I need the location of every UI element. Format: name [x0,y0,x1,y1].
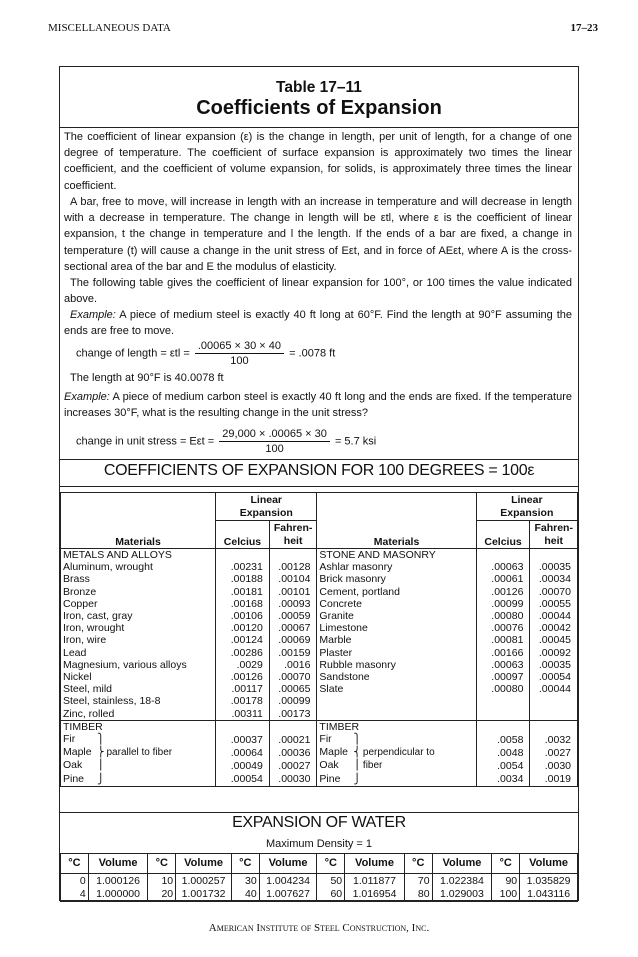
fahrenheit-value [530,549,578,562]
table-cell [476,720,530,733]
timber-material [317,746,476,759]
fahrenheit-value: .00042 [530,622,578,634]
celcius-value: .00117 [216,683,270,695]
equation-2-lhs: change in unit stress = Eεt = [76,435,215,448]
table-row [61,695,578,707]
brace: ⎭ [97,773,105,785]
header-expansion: Expansion [500,506,554,519]
material-name: Oak [319,759,339,772]
fahrenheit-value: .00099 [269,695,317,707]
water-subtitle: Maximum Density = 1 [265,838,373,850]
header-cell [216,493,317,521]
water-cell: 60 [317,888,345,902]
celcius-value: .00063 [476,561,530,573]
celcius-value: .00178 [216,695,270,707]
material-name: Steel, stainless, 18-8 [61,695,216,707]
header-fahren: Fahren- [273,522,313,535]
material-name: Brass [61,573,216,585]
brace: ⎭ [353,773,361,785]
celcius-value: .0029 [216,659,270,671]
material-name: Zinc, rolled [61,708,216,721]
water-cell: 1.022384 [432,874,492,888]
celcius-value [476,549,530,562]
celcius-value: .00106 [216,610,270,622]
equation-2-denominator: 100 [265,443,284,455]
material-name: Fir [319,733,332,746]
celcius-value: .00124 [216,634,270,646]
fahrenheit-value: .00101 [269,586,317,598]
table-row [61,683,578,695]
water-header-cell: Volume [520,854,578,874]
example-1-text: A piece of medium steel is exactly 40 ft long at 60°F. Find the length at 90°F assuming the ends are free to move. [64,309,572,338]
table-row [61,549,578,562]
header-celcius: Celcius [476,521,530,549]
timber-heading: TIMBER [61,720,216,733]
header-cell [61,493,216,521]
fahrenheit-value: .00104 [269,573,317,585]
celcius-value: .00037 [216,733,270,746]
header-heit: heit [544,534,564,547]
fahrenheit-value: .00093 [269,598,317,610]
equation-1-rhs: = .0078 ft [289,347,336,360]
water-cell: 80 [404,888,432,902]
water-cell: 1.000126 [88,874,148,888]
brace: ⎨ [353,747,361,759]
table-frame [59,66,579,901]
fahrenheit-value [269,549,317,562]
page-number: 17–23 [570,22,598,34]
water-cell: 1.007627 [259,888,317,902]
brace: ⎪ [97,760,105,772]
water-row [61,874,578,888]
celcius-value: .0034 [476,773,530,787]
example-2-label: Example: [64,391,110,403]
material-name: Rubble masonry [317,659,476,671]
water-cell: 30 [231,874,259,888]
celcius-value: .0048 [476,746,530,759]
paragraph-3: The following table gives the coefficient of linear expansion for 100°, or 100 times the value indicated above. [64,277,572,306]
celcius-value: .00181 [216,586,270,598]
water-cell: 4 [61,888,89,902]
water-row [61,888,578,902]
material-name: STONE AND MASONRY [317,549,476,562]
fahrenheit-value: .00069 [269,634,317,646]
material-name: Steel, mild [61,683,216,695]
material-name: Marble [317,634,476,646]
material-name: Limestone [317,622,476,634]
timber-note: perpendicular to [362,747,435,759]
header-cell [476,493,577,521]
fahrenheit-value: .0030 [530,759,578,772]
timber-note: parallel to fiber [106,747,173,759]
material-name: Nickel [61,671,216,683]
celcius-value: .00126 [476,586,530,598]
celcius-value: .00049 [216,759,270,772]
table-row [61,746,578,759]
header-materials: Materials [317,521,476,549]
header-fahrenheit [269,521,317,549]
table-row [61,773,578,787]
equation-1-fraction [195,339,284,368]
material-name [317,695,476,707]
coefficients-heading: COEFFICIENTS OF EXPANSION FOR 100 DEGREES = 100ε [103,462,535,479]
water-cell: 1.043116 [520,888,578,902]
divider [60,459,578,460]
brace: ⎪ [353,760,361,772]
table-title: Coefficients of Expansion [196,97,442,119]
celcius-value: .00286 [216,647,270,659]
fahrenheit-value [530,708,578,721]
coefficients-table [60,492,578,787]
example-2 [64,389,572,421]
water-header-cell: Volume [259,854,317,874]
example-1 [64,307,572,339]
celcius-value: .00168 [216,598,270,610]
water-cell: 1.029003 [432,888,492,902]
water-cell: 0 [61,874,89,888]
celcius-value [476,708,530,721]
material-name: Brick masonry [317,573,476,585]
celcius-value: .00081 [476,634,530,646]
celcius-value: .00126 [216,671,270,683]
celcius-value: .00063 [476,659,530,671]
timber-note: fiber [362,760,383,772]
material-name: Lead [61,647,216,659]
water-cell: 100 [492,888,520,902]
material-name: Iron, cast, gray [61,610,216,622]
fahrenheit-value: .00045 [530,634,578,646]
fahrenheit-value: .00128 [269,561,317,573]
water-header-cell: °C [317,854,345,874]
fahrenheit-value: .00059 [269,610,317,622]
header-fahren: Fahren- [534,522,573,535]
divider [60,486,578,487]
water-header-cell: °C [492,854,520,874]
water-cell: 90 [492,874,520,888]
example-2-text: A piece of medium carbon steel is exactly 40 ft long and the ends are fixed. If the temperature increases 30°F, what is the resulting change in the unit stress? [64,391,572,420]
celcius-value: .00076 [476,622,530,634]
celcius-value: .0054 [476,759,530,772]
running-header-left: MISCELLANEOUS DATA [48,22,171,34]
equation-1-denominator: 100 [230,355,249,367]
table-row [61,671,578,683]
water-header-cell: Volume [345,854,405,874]
header-expansion: Expansion [239,506,293,519]
fahrenheit-value: .0019 [530,773,578,787]
paragraph-1: The coefficient of linear expansion (ε) is the change in length, per unit of length, for a change of one degree of temperature. The coefficient of surface expansion is approximately two times the linear coefficient, and the coefficient of volume expansion, for solids, is approximately three times the linear coefficient. [64,131,572,192]
timber-material [317,759,476,772]
footer: American Institute of Steel Construction, Inc. [208,922,430,934]
water-header-cell: Volume [176,854,232,874]
water-cell: 1.000000 [88,888,148,902]
material-name: Bronze [61,586,216,598]
header-cell [317,493,476,521]
table-row [61,598,578,610]
material-name: Cement, portland [317,586,476,598]
table-row [61,733,578,746]
material-name [317,708,476,721]
material-name: Maple [63,746,92,759]
material-name: Slate [317,683,476,695]
fahrenheit-value: .00067 [269,622,317,634]
table-cell [269,720,317,733]
timber-material [317,733,476,746]
brace: ⎫ [353,734,361,746]
brace: ⎫ [97,734,105,746]
material-name: Granite [317,610,476,622]
material-name: Sandstone [317,671,476,683]
material-name: Copper [61,598,216,610]
fahrenheit-value: .00055 [530,598,578,610]
fahrenheit-value: .00035 [530,561,578,573]
celcius-value: .00166 [476,647,530,659]
divider [60,812,578,813]
timber-material [61,733,216,746]
water-cell: 50 [317,874,345,888]
water-header-cell: °C [61,854,89,874]
fahrenheit-value: .00035 [530,659,578,671]
header-fahrenheit [530,521,578,549]
equation-2 [76,427,376,456]
water-cell: 1.001732 [176,888,232,902]
material-name: Ashlar masonry [317,561,476,573]
water-cell: 1.000257 [176,874,232,888]
celcius-value: .00064 [216,746,270,759]
fahrenheit-value: .00065 [269,683,317,695]
fahrenheit-value: .00092 [530,647,578,659]
water-cell: 1.016954 [345,888,405,902]
water-cell: 10 [148,874,176,888]
paragraph-2: A bar, free to move, will increase in length with an increase in temperature and will decrease in length with a decrease in temperature. The change in length will be εtl, where ε is the coefficient of linear expansion, t the change in temperature and l the length. If the ends of a bar are fixed, a change in temperature (t) will cause a change in the unit stress of Eεt, and in force of AEεt, where A is the cross-sectional area of the bar and E the modulus of elasticity. [64,196,573,273]
material-name: Plaster [317,647,476,659]
material-name: Pine [319,772,341,785]
fahrenheit-value: .00173 [269,708,317,721]
example-1-result: The length at 90°F is 40.0078 ft [70,372,224,384]
fahrenheit-value: .00044 [530,610,578,622]
water-header-cell: °C [404,854,432,874]
material-name: Oak [63,759,83,772]
divider [60,127,578,128]
timber-material [61,746,216,759]
table-row [61,573,578,585]
material-name: Concrete [317,598,476,610]
timber-material [61,759,216,772]
header-heit: heit [283,534,303,547]
fahrenheit-value: .00070 [530,586,578,598]
timber-material [317,773,476,787]
table-row [61,561,578,573]
water-header-cell: Volume [432,854,492,874]
celcius-value: .00097 [476,671,530,683]
table-cell [216,720,270,733]
celcius-value: .00099 [476,598,530,610]
celcius-value: .0058 [476,733,530,746]
header-linear: Linear [250,494,283,507]
fahrenheit-value: .00027 [269,759,317,772]
material-name: Magnesium, various alloys [61,659,216,671]
table-header-row [61,493,578,521]
material-name: METALS AND ALLOYS [61,549,216,562]
header-materials: Materials [61,521,216,549]
fahrenheit-value [530,695,578,707]
table-row [61,647,578,659]
equation-1 [76,339,335,368]
celcius-value [476,695,530,707]
water-cell: 1.004234 [259,874,317,888]
fahrenheit-value: .00030 [269,773,317,787]
example-1-label: Example: [70,309,116,321]
material-name: Iron, wire [61,634,216,646]
brace: ⎬ [97,747,105,759]
table-cell [530,720,578,733]
material-name: Maple [319,746,349,759]
fahrenheit-value: .00070 [269,671,317,683]
equation-1-lhs: change of length = εtl = [76,347,190,360]
celcius-value: .00054 [216,773,270,787]
water-cell: 20 [148,888,176,902]
water-heading: EXPANSION OF WATER [232,814,406,831]
table-row [61,720,578,733]
equation-2-rhs: = 5.7 ksi [334,435,377,448]
celcius-value: .00080 [476,610,530,622]
water-header-row [61,854,578,874]
celcius-value: .00231 [216,561,270,573]
table-row [61,622,578,634]
table-row [61,610,578,622]
timber-heading: TIMBER [317,720,476,733]
material-name: Pine [63,772,85,785]
fahrenheit-value: .0027 [530,746,578,759]
fahrenheit-value: .00044 [530,683,578,695]
table-number: Table 17–11 [276,79,362,96]
water-header-cell: °C [231,854,259,874]
fahrenheit-value: .0032 [530,733,578,746]
celcius-value: .00080 [476,683,530,695]
table-row [61,586,578,598]
fahrenheit-value: .00036 [269,746,317,759]
header-linear: Linear [511,494,543,507]
fahrenheit-value: .00159 [269,647,317,659]
celcius-value: .00188 [216,573,270,585]
celcius-value [216,549,270,562]
water-cell: 1.011877 [345,874,405,888]
material-name: Aluminum, wrought [61,561,216,573]
table-row [61,659,578,671]
table-header-row [61,521,578,549]
equation-2-numerator: 29,000 × .00065 × 30 [219,427,330,442]
material-name: Iron, wrought [61,622,216,634]
timber-material [61,773,216,787]
fahrenheit-value: .00034 [530,573,578,585]
water-header-cell: °C [148,854,176,874]
equation-1-numerator: .00065 × 30 × 40 [195,339,284,354]
water-cell: 70 [404,874,432,888]
table-row [61,708,578,721]
equation-2-fraction [219,427,330,456]
water-cell: 1.035829 [520,874,578,888]
water-cell: 40 [231,888,259,902]
header-celcius: Celcius [216,521,270,549]
celcius-value: .00311 [216,708,270,721]
fahrenheit-value: .00054 [530,671,578,683]
fahrenheit-value: .0016 [269,659,317,671]
celcius-value: .00061 [476,573,530,585]
fahrenheit-value: .00021 [269,733,317,746]
water-header-cell: Volume [88,854,148,874]
celcius-value: .00120 [216,622,270,634]
table-row [61,634,578,646]
material-name: Fir [63,733,76,746]
water-table [60,853,578,902]
table-row [61,759,578,772]
